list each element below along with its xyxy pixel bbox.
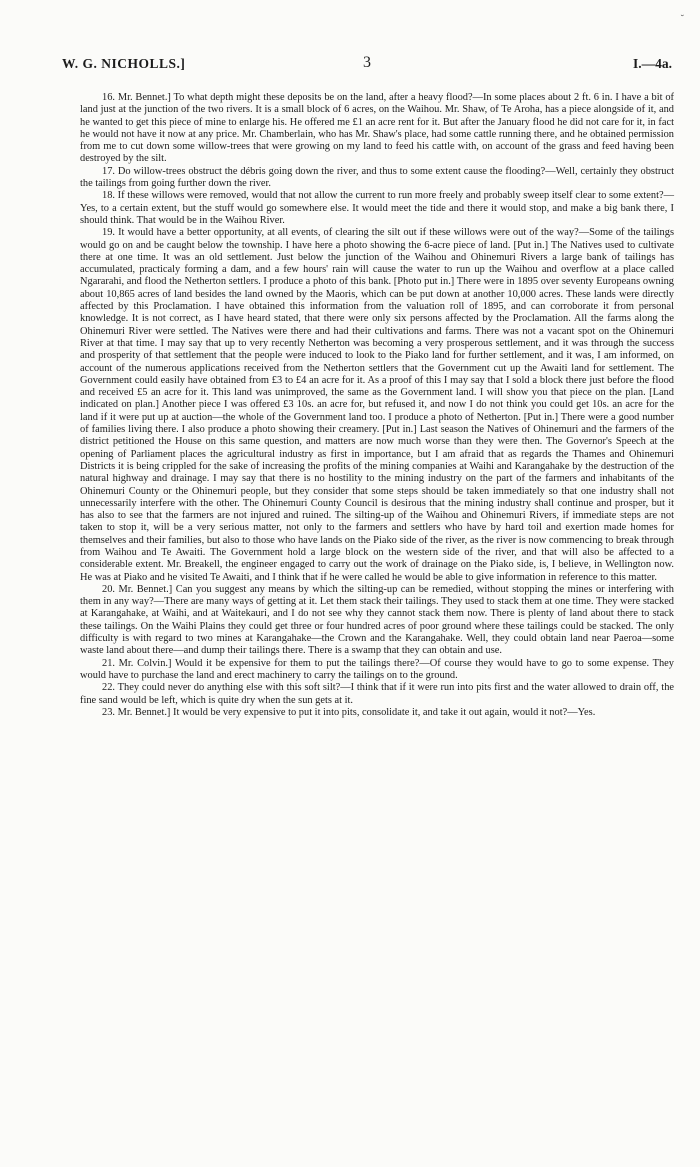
document-body <box>80 92 674 719</box>
corner-mark: ˘ <box>680 14 684 25</box>
header-page-number: 3 <box>363 54 371 71</box>
running-header <box>62 56 672 76</box>
paragraph-20: 20. Mr. Bennet.] Can you suggest any means by which the silting-up can be remedied, without stopping the mines or interfering with them in any way?—There are many ways of getting at it. Let them stack their tailings. They used to stack them at one time. They were stacked at Karangahake, at Waihi, and at Waitekauri, and I do not see why they cannot stack them now. There is plenty of land about there to stack these tailings. On the Waihi Plains they could get three or four hundred acres of poor ground where these tailings could be stacked. The only difficulty is with regard to two mines at Karangahake—the Crown and the Karangahake. Well, they could obtain land near Paeroa—some waste land about there—and dump their tailings there. There is a swamp that they can obtain and use. <box>80 583 674 657</box>
paragraph-21: 21. Mr. Colvin.] Would it be expensive for them to put the tailings there?—Of course they would have to go to some expense. They would have to purchase the land and erect machinery to carry the tailings on to the ground. <box>80 657 674 681</box>
paragraph-17: 17. Do willow-trees obstruct the débris going down the river, and thus to some extent cause the flooding?—Well, certainly they obstruct the tailings from going further down the river. <box>80 165 674 190</box>
paragraph-16: 16. Mr. Bennet.] To what depth might these deposits be on the land, after a heavy flood?—In some places about 2 ft. 6 in. I have a bit of land just at the junction of the two rivers. It is a small block of 6 acres, on the Waihou. Mr. Shaw, of Te Aroha, has a piece alongside of it, and he wanted to get this piece of mine to enlarge his. He offered me £1 an acre rent for it. But after the January flood he did not care for it, in fact he would not have it now at any price. Mr. Chamberlain, who has Mr. Shaw's place, had some cattle running there, and he obtained permission from me to cut down some willow-trees that were growing on my land to feed his cattle with, on account of the grass and feed having been destroyed by the silt. <box>80 92 674 165</box>
paragraph-18: 18. If these willows were removed, would that not allow the current to run more freely and probably sweep itself clear to some extent?—Yes, to a certain extent, but the stuff would go somewhere else. It would meet the tide and there it would stop, and make a big bank there, I should think. That would be in the Waihou River. <box>80 190 674 226</box>
header-author: W. G. NICHOLLS.] <box>62 56 186 71</box>
header-document-code: I.—4a. <box>632 56 672 71</box>
paragraph-23: 23. Mr. Bennet.] It would be very expensive to put it into pits, consolidate it, and take it out again, would it not?—Yes. <box>102 706 596 718</box>
paragraph-22: 22. They could never do anything else with this soft silt?—I think that if it were run into pits first and the water allowed to drain off, the fine sand would be left, which is quite dry when the sun gets at it. <box>80 682 674 706</box>
paragraph-19: 19. It would have a better opportunity, at all events, of clearing the silt out if these willows were out of the way?—Some of the tailings would go on and be caught below the township. I have here a photo showing the 6-acre piece of land. [Put in.] The Natives used to cultivate there at one time. It was an old settlement. Just below the junction of the Waihou and Ohinemuri Rivers a large bank of tailings has accumulated, practicaly forming a dam, and a few hours' rain will cause the water to run up the Waihou and overflow at a place called Ngararahi, and flood the Netherton settlers. I produce a photo of this bank. [Photo put in.] There were in 1895 over seventy Europeans owning about 10,865 acres of land besides the land owned by the Maoris, which can be put down at another 10,000 acres. These lands were directly affected by this Proclamation. I have obtained this information from the valuation roll of 1895, and can corroborate it from personal knowledge. It is not correct, as I have heard stated, that there were only six persons affected by the Proclamation. All the farms along the Ohinemuri River were settled. The Natives were there and had their cultivations and farms. There was not a vacant spot on the Ohinemuri River at that time. I may say that up to very recently Netherton was becoming a very prosperous settlement, and it was through the success and prosperity of that settlement that the people were induced to look to the Piako land for further settlement, and it was, I am informed, on account of the numerous applications received from the Netherton settlers that the Government cut up the Awaiti land for settlement. The Government could easily have obtained from £3 to £4 an acre for it. As a proof of this I may say that I sold a block there just before the flood and received £5 an acre for it. This land was unimproved, the same as the Government land. I will show you that piece on the plan. [Land indicated on plan.] Another piece I was offered £3 10s. an acre for, but refused it, and now I do not think you could get 10s. an acre for the land if it were put up at auction—the whole of the Government land too. I produce a photo of Netherton. [Put in.] There were a good number of families living there. I also produce a photo showing their creamery. [Put in.] Last season the Natives of Ohinemuri and the farmers of the district petitioned the House on this same question, and matters are now much worse than they were then. The Governor's Speech at the opening of Parliament places the agricultural industry as first in importance, but I am afraid that as regards the Thames and Ohinemuri Districts it is being crippled for the sake of increasing the profits of the mining companies at Waihi and Karangahake by the destruction of the natural highway and drainage. I may say that there is no hostility to the mining industry on the part of the farmers and inhabitants of the Ohinemuri County or the Ohinemuri people, but they consider that some steps should be taken immediately so that one industry shall not unnecessarily interfere with the other. The Ohinemuri County Council is desirous that the mining industry shall continue and prosper, but it has also to see that the farmers are not injured and ruined. The silting-up of the Waihou and Ohinemuri Rivers, if immediate steps are not taken to stop it, will be a very serious matter, not only to the farmers and settlers who have by hard toil and exertion made homes for themselves and their families, but also to those who have lands on the Piako side of the river, as the river is now commencing to break through from Waihou and Te Awaiti. The Government hold a large block on the western side of the river, and that will also be affected to a considerable extent. Mr. Breakell, the engineer engaged to carry out the work of drainage on the Piako side, is, I believe, in Wellington now. He was at Piako and he visited Te Awaiti, and I think that if he were called he would be able to give information in reference to this matter. <box>80 227 674 583</box>
